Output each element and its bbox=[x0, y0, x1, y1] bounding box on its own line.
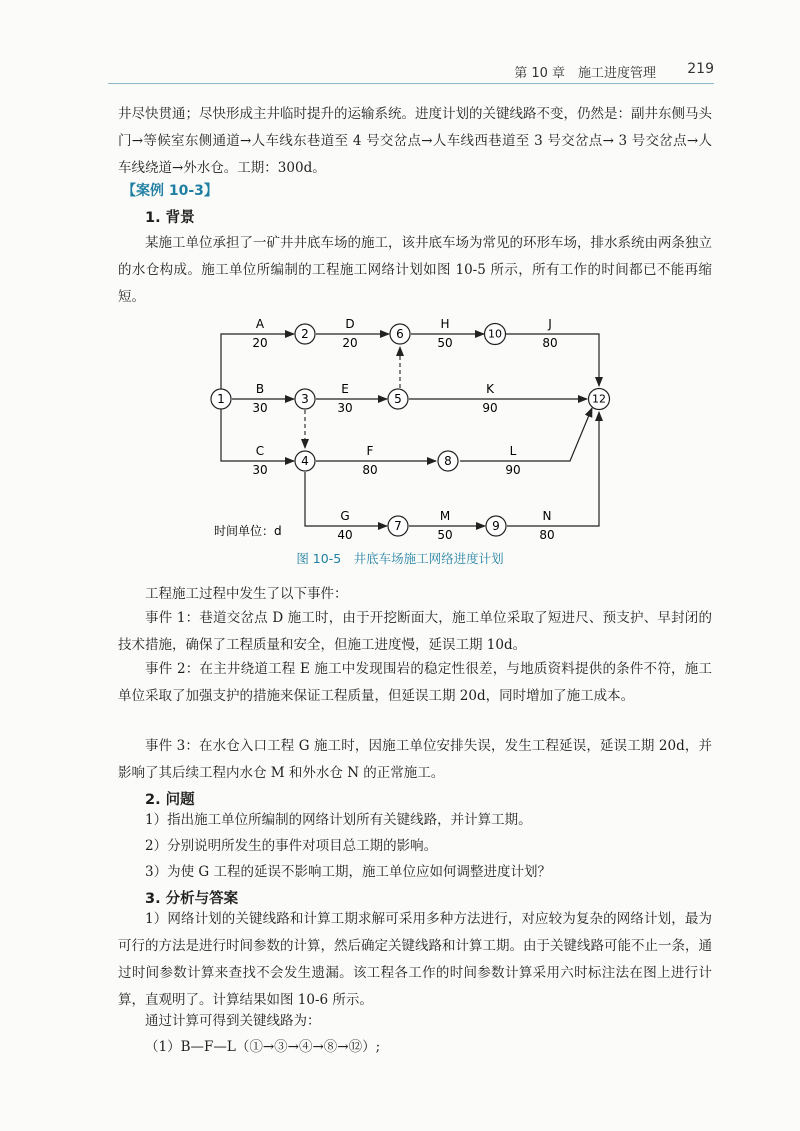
questions-heading: 2. 问题 bbox=[145, 792, 195, 808]
node-12 bbox=[589, 389, 610, 410]
node-9 bbox=[486, 516, 506, 536]
node-5 bbox=[388, 389, 408, 409]
label-B-duration: 30 bbox=[252, 401, 268, 415]
answers-line-2: （1）B—F—L（①→③→④→⑧→⑫）; bbox=[145, 1039, 381, 1055]
label-G-name: G bbox=[340, 509, 350, 523]
edge-L bbox=[460, 408, 592, 461]
label-C-name: C bbox=[255, 444, 265, 458]
label-H-duration: 50 bbox=[437, 336, 453, 350]
node-8 bbox=[438, 451, 458, 471]
chapter-title: 第 10 章 施工进度管理 bbox=[514, 66, 656, 81]
node-2 bbox=[295, 324, 315, 344]
svg-text:3: 3 bbox=[301, 392, 309, 406]
time-unit-label: 时间单位：d bbox=[214, 524, 282, 538]
event-1: 事件 1：巷道交岔点 D 施工时，由于开挖断面大，施工单位采取了短进尺、预支护、早封闭的技术措施，确保了工程质量和安全，但施工进度慢，延误工期 10d。 bbox=[118, 610, 712, 653]
label-J-duration: 80 bbox=[542, 336, 558, 350]
label-M-duration: 50 bbox=[437, 528, 453, 542]
question-2: 2）分别说明所发生的事件对项目总工期的影响。 bbox=[145, 838, 438, 854]
label-N-name: N bbox=[542, 509, 552, 523]
page-number: 219 bbox=[687, 61, 714, 77]
network-diagram bbox=[190, 312, 640, 544]
label-L-duration: 90 bbox=[505, 463, 521, 477]
events-intro: 工程施工过程中发生了以下事件： bbox=[145, 586, 348, 602]
label-K-name: K bbox=[486, 382, 494, 396]
page-header bbox=[108, 60, 714, 82]
figure-caption: 图 10-5 井底车场施工网络进度计划 bbox=[296, 551, 504, 566]
label-M-name: M bbox=[439, 509, 451, 523]
label-J-name: J bbox=[548, 317, 552, 331]
header-rule bbox=[108, 83, 714, 84]
svg-text:1: 1 bbox=[217, 392, 225, 406]
event-3: 事件 3：在水仓入口工程 G 施工时，因施工单位安排失误，发生工程延误，延误工期 20d，并影响了其后续工程内水仓 M 和外水仓 N 的正常施工。 bbox=[118, 738, 712, 781]
label-E-duration: 30 bbox=[337, 401, 353, 415]
svg-text:2: 2 bbox=[301, 327, 309, 341]
label-C-duration: 30 bbox=[252, 463, 268, 477]
svg-text:5: 5 bbox=[394, 392, 402, 406]
answers-line-1: 通过计算可得到关键线路为： bbox=[145, 1013, 321, 1029]
svg-text:9: 9 bbox=[492, 519, 500, 533]
background-heading: 1. 背景 bbox=[145, 210, 195, 226]
label-H-name: H bbox=[440, 317, 450, 331]
label-N-duration: 80 bbox=[539, 528, 555, 542]
label-K-duration: 90 bbox=[482, 401, 498, 415]
edge-N bbox=[507, 412, 599, 526]
node-3 bbox=[295, 389, 315, 409]
label-D-name: D bbox=[345, 317, 355, 331]
node-6 bbox=[390, 324, 410, 344]
case-title: 【案例 10-3】 bbox=[122, 183, 218, 199]
node-4 bbox=[295, 451, 315, 471]
label-E-name: E bbox=[341, 382, 349, 396]
label-G-duration: 40 bbox=[337, 528, 353, 542]
svg-text:8: 8 bbox=[444, 454, 452, 468]
label-A-name: A bbox=[255, 317, 265, 331]
svg-text:12: 12 bbox=[592, 392, 606, 406]
answers-heading: 3. 分析与答案 bbox=[145, 891, 239, 907]
question-3: 3）为使 G 工程的延误不影响工期，施工单位应如何调整进度计划？ bbox=[145, 864, 551, 880]
svg-text:4: 4 bbox=[301, 454, 309, 468]
node-1 bbox=[211, 389, 231, 409]
label-A-duration: 20 bbox=[252, 336, 268, 350]
label-B-name: B bbox=[255, 382, 265, 396]
intro-paragraph: 井尽快贯通；尽快形成主井临时提升的运输系统。进度计划的关键线路不变，仍然是：副井东侧马头门→等候室东侧通道→人车线东巷道至 4 号交岔点→人车线西巷道至 3 号交岔点→ 3 号交岔点→人车线绕道→外水仓。工期：300d。 bbox=[118, 106, 712, 176]
background-paragraph: 某施工单位承担了一矿井井底车场的施工，该井底车场为常见的环形车场，排水系统由两条独立的水仓构成。施工单位所编制的工程施工网络计划如图 10-5 所示，所有工作的时间都已不能再缩短。 bbox=[118, 235, 712, 305]
label-F-name: F bbox=[366, 444, 374, 458]
label-D-duration: 20 bbox=[342, 336, 358, 350]
svg-text:10: 10 bbox=[488, 327, 502, 341]
answers-paragraph: 1）网络计划的关键线路和计算工期求解可采用多种方法进行，对应较为复杂的网络计划，最为可行的方法是进行时间参数的计算，然后确定关键线路和计算工期。由于关键线路可能不止一条，通过时间参数计算来查找不会发生遗漏。该工程各工作的时间参数计算采用六时标注法在图上进行计算，直观明了。计算结果如图 10-6 所示。 bbox=[118, 911, 712, 1008]
event-2: 事件 2：在主井绕道工程 E 施工中发现围岩的稳定性很差，与地质资料提供的条件不符，施工单位采取了加强支护的措施来保证工程质量，但延误工期 20d，同时增加了施工成本。 bbox=[118, 661, 712, 704]
question-1: 1）指出施工单位所编制的网络计划所有关键线路，并计算工期。 bbox=[145, 812, 532, 828]
svg-text:6: 6 bbox=[396, 327, 404, 341]
node-7 bbox=[388, 516, 408, 536]
label-F-duration: 80 bbox=[362, 463, 378, 477]
node-10 bbox=[485, 324, 506, 345]
label-L-name: L bbox=[509, 444, 517, 458]
svg-text:7: 7 bbox=[394, 519, 402, 533]
